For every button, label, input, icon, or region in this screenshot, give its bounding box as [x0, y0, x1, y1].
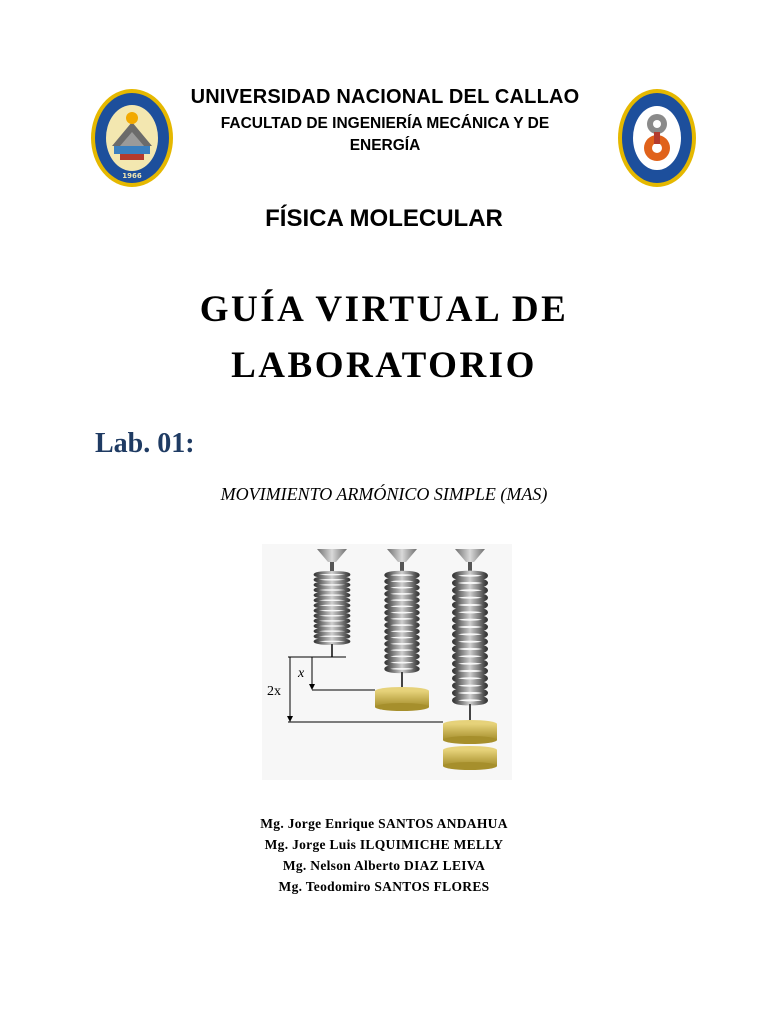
guide-title — [0, 282, 768, 394]
lab-number: Lab. 01: — [95, 428, 195, 459]
faculty-seal-logo — [617, 88, 697, 193]
authors-list — [0, 813, 768, 897]
label-2x: 2x — [267, 684, 281, 699]
author-3: Mg. Nelson Alberto DIAZ LEIVA — [282, 858, 486, 873]
svg-text:1966: 1966 — [122, 172, 142, 180]
faculty-gear-seal-icon — [617, 88, 697, 188]
guide-title-line-2: LABORATORIO — [231, 345, 537, 386]
spring-mass-figure — [262, 544, 512, 785]
author-4: Mg. Teodomiro SANTOS FLORES — [278, 879, 490, 894]
label-x: x — [298, 666, 305, 681]
lab-topic: MOVIMIENTO ARMÓNICO SIMPLE (MAS) — [220, 484, 548, 504]
author-2: Mg. Jorge Luis ILQUIMICHE MELLY — [264, 837, 504, 852]
university-name: UNIVERSIDAD NACIONAL DEL CALLAO — [190, 86, 580, 108]
author-1: Mg. Jorge Enrique SANTOS ANDAHUA — [260, 816, 508, 831]
faculty-name: FACULTAD DE INGENIERÍA MECÁNICA Y DE ENERGÍA — [220, 115, 550, 154]
guide-title-line-1: GUÍA VIRTUAL DE — [199, 289, 569, 330]
course-title: FÍSICA MOLECULAR — [265, 205, 503, 232]
